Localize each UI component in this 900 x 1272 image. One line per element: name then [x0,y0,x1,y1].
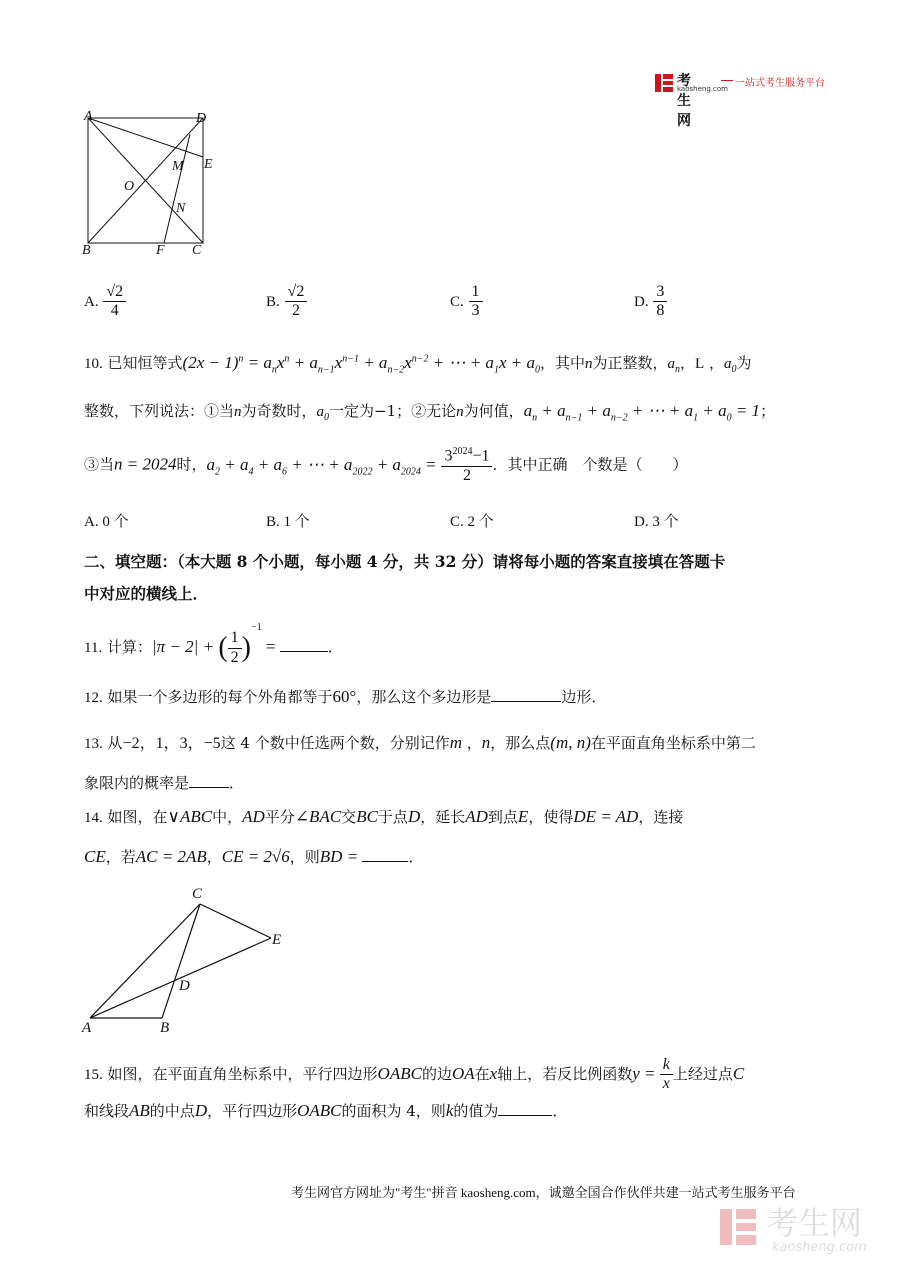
q11-answer-blank[interactable] [280,650,328,652]
q9-label-N: N [176,201,186,216]
q14-label-E: E [272,932,282,948]
q15-line1: 15. 如图，在平面直角坐标系中，平行四边形OABC的边OA在x轴上，若反比例函数y = $\frac{k}{x}$ 上经过点C [84,1056,745,1093]
watermark-name: 考生网 [766,1204,863,1242]
logo-divider [721,80,733,81]
q11: 11. 计算：|π − 2| + ( $\frac{1}{2}$ )$^{-1}$ = ． [84,622,343,666]
q14-line1: 14. 如图，在∨ABC中，AD平分∠BAC交BC于点D，延长AD到点E，使得DE = AD，连接 [84,807,684,826]
q9-label-D: D [196,111,207,126]
q9-label-A: A [84,109,93,124]
watermark-domain: kaosheng.com [772,1240,867,1255]
q14-figure [78,880,298,1040]
q9-label-B: B [82,243,91,258]
logo-slogan: 一站式考生服务平台 [735,78,825,89]
q10-option-b[interactable]: B. 1 个 [266,514,310,530]
logo-icon [653,72,675,94]
q10-option-c[interactable]: C. 2 个 [450,514,494,530]
q9-label-C: C [192,243,202,258]
q10-line1: 10. 已知恒等式$(2x - 1)^n = a_nx^n + a_{n-1}x^{n-1} + a_{n-2}x^{n-2}$ + ⋯ + $a_1x + a_0$，其中n为正整数，$a_n$，L ，$a_0$为 [84,353,752,376]
q9-label-M: M [172,159,184,174]
q14-label-D: D [179,978,190,994]
q10-option-a[interactable]: A. 0 个 [84,514,129,530]
q10-line3: ③当n = 2024时，$a_2 + a_4 + a_6$ + ⋯ + $a_{2022} + a_{2024}$ = $\frac{3^{2024}-1}{2}$ ．其中正确 个数是（ ） [84,446,688,484]
q15-answer-blank[interactable] [498,1114,552,1116]
logo-name: 考生网 [677,73,691,129]
q12-answer-blank[interactable] [491,700,561,702]
q14-answer-blank[interactable] [362,860,408,862]
q9-option-c[interactable]: C. $\frac{1}{3}$ [450,283,483,321]
q9-option-a[interactable]: A. $\frac{√2}{4}$ [84,283,126,321]
q9-label-O: O [124,179,135,194]
q9-option-b[interactable]: B. $\frac{√2}{2}$ [266,283,307,321]
q12: 12. 如果一个多边形的每个外角都等于60°，那么这个多边形是 边形． [84,687,607,706]
q14-label-A: A [82,1020,92,1036]
section2-title-line2: 中对应的横线上． [84,584,209,603]
q10-line2: 整数，下列说法：①当n为奇数时，$a_0$一定为−1；②无论n为何值，$a_n + a_{n-1} + a_{n-2}$ + ⋯ + $a_1 + a_0 = 1$； [84,401,776,424]
watermark-logo [716,1198,886,1262]
q13-answer-blank[interactable] [189,786,229,788]
q9-option-d[interactable]: D. $\frac{3}{8}$ [634,283,667,321]
q14-label-C: C [192,886,203,902]
section2-title-line1: 二、填空题：（本大题 8 个小题，每小题 4 分，共 32 分）请将每小题的答案直接填在答题卡 [84,552,726,571]
q9-figure [78,108,228,258]
q13-line2: 象限内的概率是 ． [84,774,245,792]
q14-line2: CE，若AC = 2AB，CE = 2√6，则BD = ． [84,847,424,866]
q15-line2: 和线段AB的中点D，平行四边形OABC的面积为 4，则k的值为 ． [84,1101,568,1120]
q14-label-B: B [160,1020,170,1036]
logo-domain: kaosheng.com [677,85,728,93]
q9-label-F: F [156,243,165,258]
watermark-icon [716,1202,760,1252]
q13-line1: 13. 从−2，1，3，−5这 4 个数中任选两个数，分别记作m ，n，那么点(m, n)在平面直角坐标系中第二 [84,733,756,752]
footer-text: 考生网官方网址为"考生"拼音 kaosheng.com，诚邀全国合作伙伴共建一站式考生服务平台 [291,1185,796,1200]
q10-option-d[interactable]: D. 3 个 [634,514,679,530]
q9-label-E: E [204,157,213,172]
